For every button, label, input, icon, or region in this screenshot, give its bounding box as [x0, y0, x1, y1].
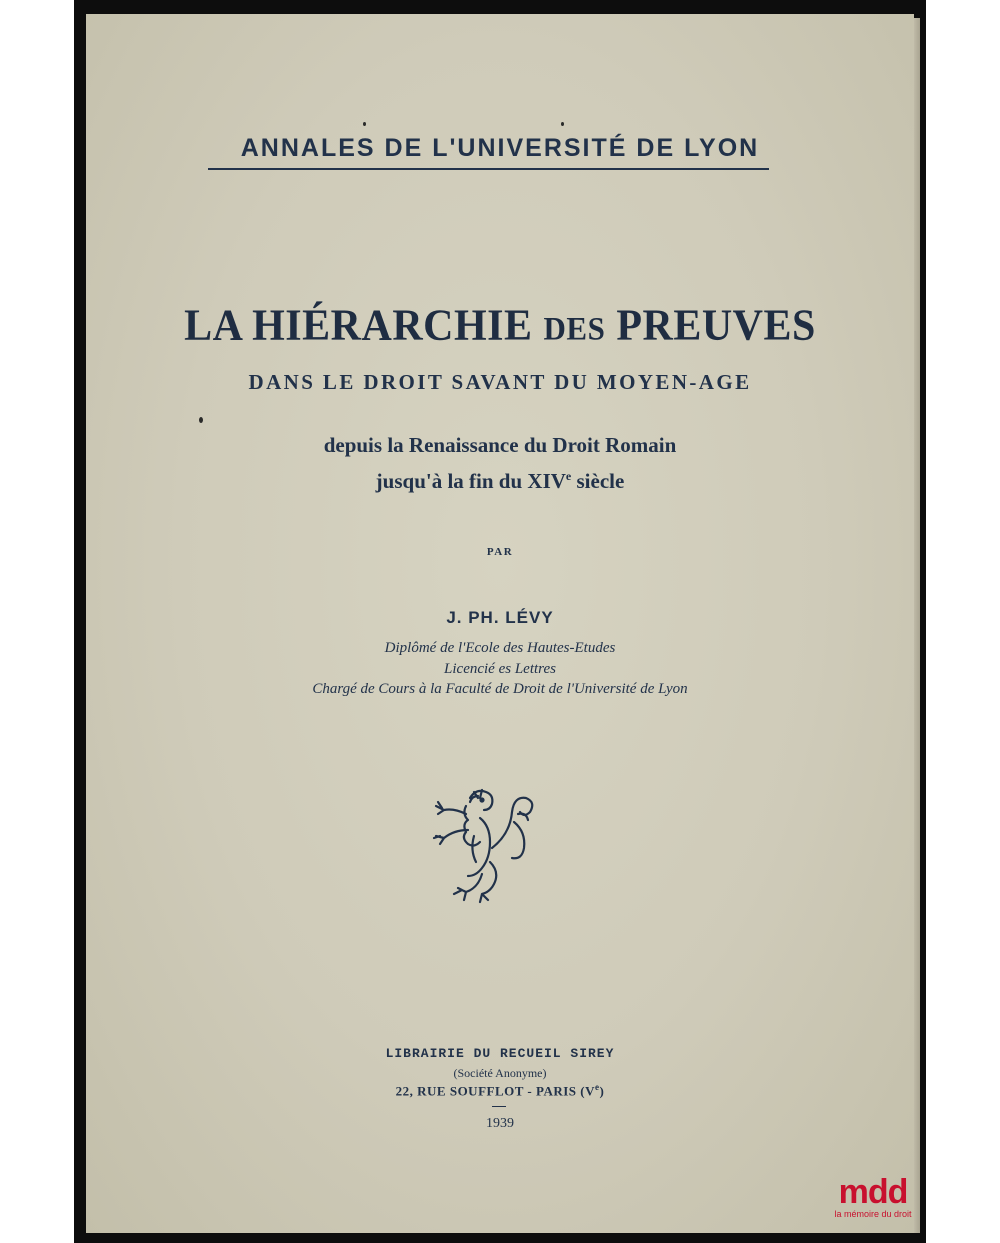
title-part-1: LA HIÉRARCHIE [184, 301, 544, 351]
title-part-2: DES [543, 310, 606, 347]
book-title [86, 301, 914, 351]
publisher-divider [492, 1106, 506, 1107]
paper-speck [363, 122, 366, 126]
description-line-2 [86, 469, 914, 494]
century-superscript: e [565, 469, 572, 483]
description-line-1: depuis la Renaissance du Droit Romain [323, 433, 677, 457]
paper-speck [561, 122, 564, 126]
lion-emblem-icon [418, 778, 548, 918]
book-subtitle: DANS LE DROIT SAVANT DU MOYEN-AGE [248, 370, 752, 394]
credential-3: Chargé de Cours à la Faculté de Droit de l'Université de Lyon [312, 681, 688, 697]
description-line-2-text: jusqu'à la fin du XIV [375, 469, 566, 493]
publication-year: 1939 [486, 1116, 514, 1131]
arrondissement-superscript: e [595, 1082, 600, 1092]
logo-mark: mdd [838, 1173, 908, 1211]
credential-2: Licencié es Lettres [444, 661, 556, 677]
description-line-2-end: siècle [571, 469, 625, 493]
series-underline [208, 168, 769, 170]
address-end: ) [599, 1083, 605, 1099]
publisher-name: LIBRAIRIE DU RECUEIL SIREY [385, 1046, 615, 1061]
paper-speck [199, 417, 203, 423]
series-title: ANNALES DE L'UNIVERSITÉ DE LYON [240, 134, 760, 162]
author-name: J. PH. LÉVY [446, 608, 554, 627]
publisher-address [86, 1082, 914, 1099]
by-label: PAR [486, 546, 514, 558]
book-cover [86, 14, 914, 1233]
credential-1: Diplômé de l'Ecole des Hautes-Etudes [384, 640, 616, 656]
address-text: 22, RUE SOUFFLOT - PARIS (V [395, 1083, 596, 1099]
mdd-watermark-logo [824, 1175, 922, 1219]
publisher-note: (Société Anonyme) [453, 1066, 547, 1080]
title-part-3: PREUVES [605, 301, 816, 351]
logo-tagline: la mémoire du droit [834, 1209, 912, 1219]
